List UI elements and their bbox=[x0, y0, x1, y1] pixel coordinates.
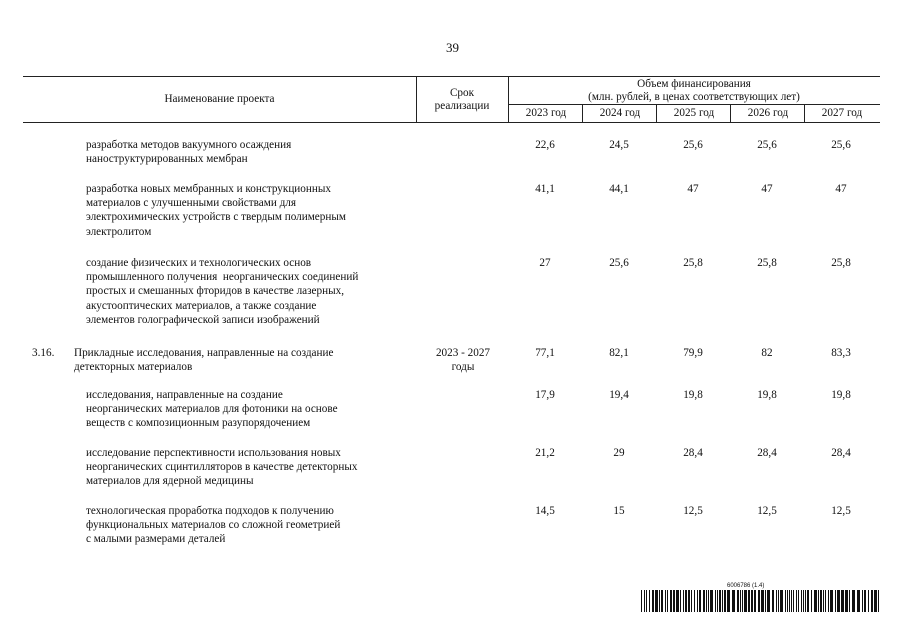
barcode-bar bbox=[811, 590, 812, 612]
barcode-bar bbox=[878, 590, 879, 612]
barcode-bar bbox=[852, 590, 855, 612]
barcode-bar bbox=[715, 590, 716, 612]
barcode-bar bbox=[862, 590, 863, 612]
row-value-2025-год: 19,8 bbox=[683, 389, 703, 401]
barcode-bar bbox=[691, 590, 692, 612]
barcode-bar bbox=[667, 590, 668, 612]
row-description-line: детекторных материалов bbox=[74, 361, 193, 374]
row-value-2027-год: 47 bbox=[835, 183, 847, 195]
barcode-bar bbox=[673, 590, 675, 612]
row-value-2023-год: 22,6 bbox=[535, 139, 555, 151]
barcode-bar bbox=[857, 590, 860, 612]
row-value-2024-год: 15 bbox=[613, 505, 625, 517]
row-value-2026-год: 28,4 bbox=[757, 447, 777, 459]
barcode-bar bbox=[688, 590, 690, 612]
barcode-bar bbox=[772, 590, 774, 612]
row-value-2026-год: 25,8 bbox=[757, 257, 777, 269]
row-term-line: 2023 - 2027 bbox=[435, 347, 491, 359]
barcode-bar bbox=[820, 590, 822, 612]
row-value-2024-год: 19,4 bbox=[609, 389, 629, 401]
barcode-bar bbox=[665, 590, 666, 612]
row-value-2025-год: 12,5 bbox=[683, 505, 703, 517]
row-value-2026-год: 82 bbox=[761, 347, 773, 359]
barcode-bar bbox=[791, 590, 792, 612]
row-code: 3.16. bbox=[32, 347, 55, 359]
row-value-2024-год: 29 bbox=[613, 447, 625, 459]
row-value-2026-год: 47 bbox=[761, 183, 773, 195]
barcode-bar bbox=[785, 590, 786, 612]
row-value-2024-год: 44,1 bbox=[609, 183, 629, 195]
barcode-bar bbox=[732, 590, 735, 612]
row-value-2027-год: 25,8 bbox=[831, 257, 851, 269]
barcode-bar bbox=[661, 590, 663, 612]
row-value-2023-год: 27 bbox=[539, 257, 551, 269]
barcode-image bbox=[641, 590, 881, 612]
header-year-3: 2026 год bbox=[747, 107, 789, 119]
row-description-line: веществ с композиционным разупорядочением bbox=[86, 417, 311, 430]
row-value-2025-год: 79,9 bbox=[683, 347, 703, 359]
row-value-2027-год: 83,3 bbox=[831, 347, 851, 359]
row-description-line: функциональных материалов со сложной геометрией bbox=[86, 519, 341, 532]
row-value-2023-год: 41,1 bbox=[535, 183, 555, 195]
barcode-bar bbox=[751, 590, 753, 612]
barcode-bar bbox=[699, 590, 701, 612]
barcode-bar bbox=[641, 590, 642, 612]
barcode-bar bbox=[652, 590, 654, 612]
row-value-2027-год: 28,4 bbox=[831, 447, 851, 459]
barcode-bar bbox=[767, 590, 770, 612]
row-description-line: материалов с улучшенными свойствами для bbox=[86, 197, 297, 210]
row-description-line: неорганических сцинтилляторов в качестве детекторных bbox=[86, 461, 358, 474]
row-description-line: с малыми размерами деталей bbox=[86, 533, 226, 546]
barcode-bar bbox=[722, 590, 723, 612]
barcode-bar bbox=[823, 590, 824, 612]
row-value-2027-год: 12,5 bbox=[831, 505, 851, 517]
barcode-bar bbox=[758, 590, 760, 612]
row-description-line: Прикладные исследования, направленные на создание bbox=[74, 347, 334, 359]
barcode-bar bbox=[761, 590, 764, 612]
barcode-bar bbox=[754, 590, 756, 612]
row-description-line: неорганических материалов для фотоники на основе bbox=[86, 403, 338, 416]
barcode-bar bbox=[680, 590, 681, 612]
row-value-2025-год: 47 bbox=[687, 183, 699, 195]
row-description-line: элементов голографической записи изображений bbox=[86, 313, 320, 326]
header-term-line2: реализации bbox=[434, 100, 490, 112]
header-term-line1: Срок bbox=[449, 87, 475, 99]
barcode-bar bbox=[744, 590, 747, 612]
barcode-bar bbox=[670, 590, 672, 612]
row-description-line: простых и смешанных фторидов в качестве лазерных, bbox=[86, 285, 344, 298]
barcode-bar bbox=[644, 590, 645, 612]
row-value-2024-год: 82,1 bbox=[609, 347, 629, 359]
row-value-2023-год: 17,9 bbox=[535, 389, 555, 401]
row-value-2027-год: 25,6 bbox=[831, 139, 851, 151]
barcode-bar bbox=[780, 590, 783, 612]
barcode-bar bbox=[717, 590, 718, 612]
barcode-bar bbox=[697, 590, 698, 612]
barcode-bar bbox=[724, 590, 726, 612]
barcode-bar bbox=[789, 590, 790, 612]
barcode-bar bbox=[830, 590, 833, 612]
barcode-bar bbox=[805, 590, 806, 612]
header-funding-line1: Объем финансирования bbox=[637, 78, 751, 90]
header-top-rule bbox=[23, 76, 880, 77]
barcode-bar bbox=[787, 590, 788, 612]
row-description-line: наноструктурированных мембран bbox=[86, 153, 248, 166]
row-value-2026-год: 19,8 bbox=[757, 389, 777, 401]
barcode-bar bbox=[646, 590, 647, 612]
barcode-bar bbox=[801, 590, 802, 612]
header-bottom-rule bbox=[23, 122, 880, 123]
row-description-line: разработка методов вакуумного осаждения bbox=[86, 139, 292, 151]
page-number: 39 bbox=[446, 40, 459, 55]
barcode-bar bbox=[874, 590, 877, 612]
barcode-bar bbox=[814, 590, 817, 612]
row-value-2023-год: 77,1 bbox=[535, 347, 555, 359]
row-value-2027-год: 19,8 bbox=[831, 389, 851, 401]
barcode-bar bbox=[742, 590, 743, 612]
barcode-bar bbox=[818, 590, 819, 612]
row-term-line: годы bbox=[451, 361, 475, 374]
row-value-2026-год: 25,6 bbox=[757, 139, 777, 151]
row-value-2023-год: 21,2 bbox=[535, 447, 555, 459]
barcode-bar bbox=[849, 590, 850, 612]
row-value-2025-год: 25,8 bbox=[683, 257, 703, 269]
barcode-bar bbox=[685, 590, 687, 612]
barcode-bar bbox=[845, 590, 848, 612]
barcode-bar bbox=[737, 590, 739, 612]
barcode-bar bbox=[748, 590, 750, 612]
barcode-bar bbox=[727, 590, 730, 612]
row-description-line: промышленного получения неорганических соединений bbox=[86, 271, 359, 284]
barcode-bar bbox=[776, 590, 777, 612]
row-description-line: разработка новых мембранных и конструкционных bbox=[86, 183, 331, 195]
row-value-2023-год: 14,5 bbox=[535, 505, 555, 517]
barcode-bar bbox=[703, 590, 705, 612]
header-funding-line2: (млн. рублей, в ценах соответствующих лет) bbox=[588, 91, 800, 103]
row-description-line: электрохимических устройств с твердым полимерным bbox=[86, 211, 346, 224]
barcode-bar bbox=[837, 590, 840, 612]
row-description-line: исследования, направленные на создание bbox=[86, 389, 283, 401]
row-value-2026-год: 12,5 bbox=[757, 505, 777, 517]
barcode-bar bbox=[793, 590, 794, 612]
barcode-bar bbox=[683, 590, 684, 612]
header-year-4: 2027 год bbox=[821, 107, 863, 119]
row-value-2025-год: 28,4 bbox=[683, 447, 703, 459]
barcode-bar bbox=[655, 590, 658, 612]
barcode-bar bbox=[740, 590, 741, 612]
barcode-caption: 6006786 (1.4) bbox=[727, 583, 765, 589]
barcode-bar bbox=[710, 590, 713, 612]
barcode-bar bbox=[765, 590, 766, 612]
barcode-bar bbox=[871, 590, 873, 612]
funding-subrule bbox=[508, 104, 880, 105]
row-value-2025-год: 25,6 bbox=[683, 139, 703, 151]
barcode-bar bbox=[706, 590, 707, 612]
row-description-line: электролитом bbox=[86, 225, 152, 238]
row-value-2024-год: 24,5 bbox=[609, 139, 629, 151]
barcode-bar bbox=[708, 590, 709, 612]
barcode-bar bbox=[796, 590, 797, 612]
barcode-bar bbox=[659, 590, 660, 612]
header-year-2: 2025 год bbox=[673, 107, 715, 119]
header-project-name: Наименование проекта bbox=[164, 93, 275, 105]
barcode-bar bbox=[649, 590, 650, 612]
barcode-bar bbox=[807, 590, 809, 612]
barcode-bar bbox=[828, 590, 829, 612]
barcode-bar bbox=[835, 590, 836, 612]
barcode-bar bbox=[841, 590, 844, 612]
barcode-bar bbox=[676, 590, 679, 612]
barcode-bar bbox=[868, 590, 869, 612]
barcode-bar bbox=[719, 590, 721, 612]
barcode-bar bbox=[778, 590, 779, 612]
header-year-0: 2023 год bbox=[525, 107, 567, 119]
row-description-line: исследование перспективности использования новых bbox=[86, 447, 341, 459]
barcode-bar bbox=[825, 590, 826, 612]
row-description-line: создание физических и технологических основ bbox=[86, 257, 312, 269]
barcode-bar bbox=[803, 590, 804, 612]
header-year-1: 2024 год bbox=[599, 107, 641, 119]
barcode-bar bbox=[864, 590, 866, 612]
barcode-bar bbox=[798, 590, 799, 612]
barcode-bar bbox=[694, 590, 695, 612]
row-value-2024-год: 25,6 bbox=[609, 257, 629, 269]
row-description-line: акустооптических материалов, а также создание bbox=[86, 299, 317, 312]
row-description-line: материалов для ядерной медицины bbox=[86, 475, 254, 488]
row-description-line: технологическая проработка подходов к получению bbox=[86, 505, 334, 517]
